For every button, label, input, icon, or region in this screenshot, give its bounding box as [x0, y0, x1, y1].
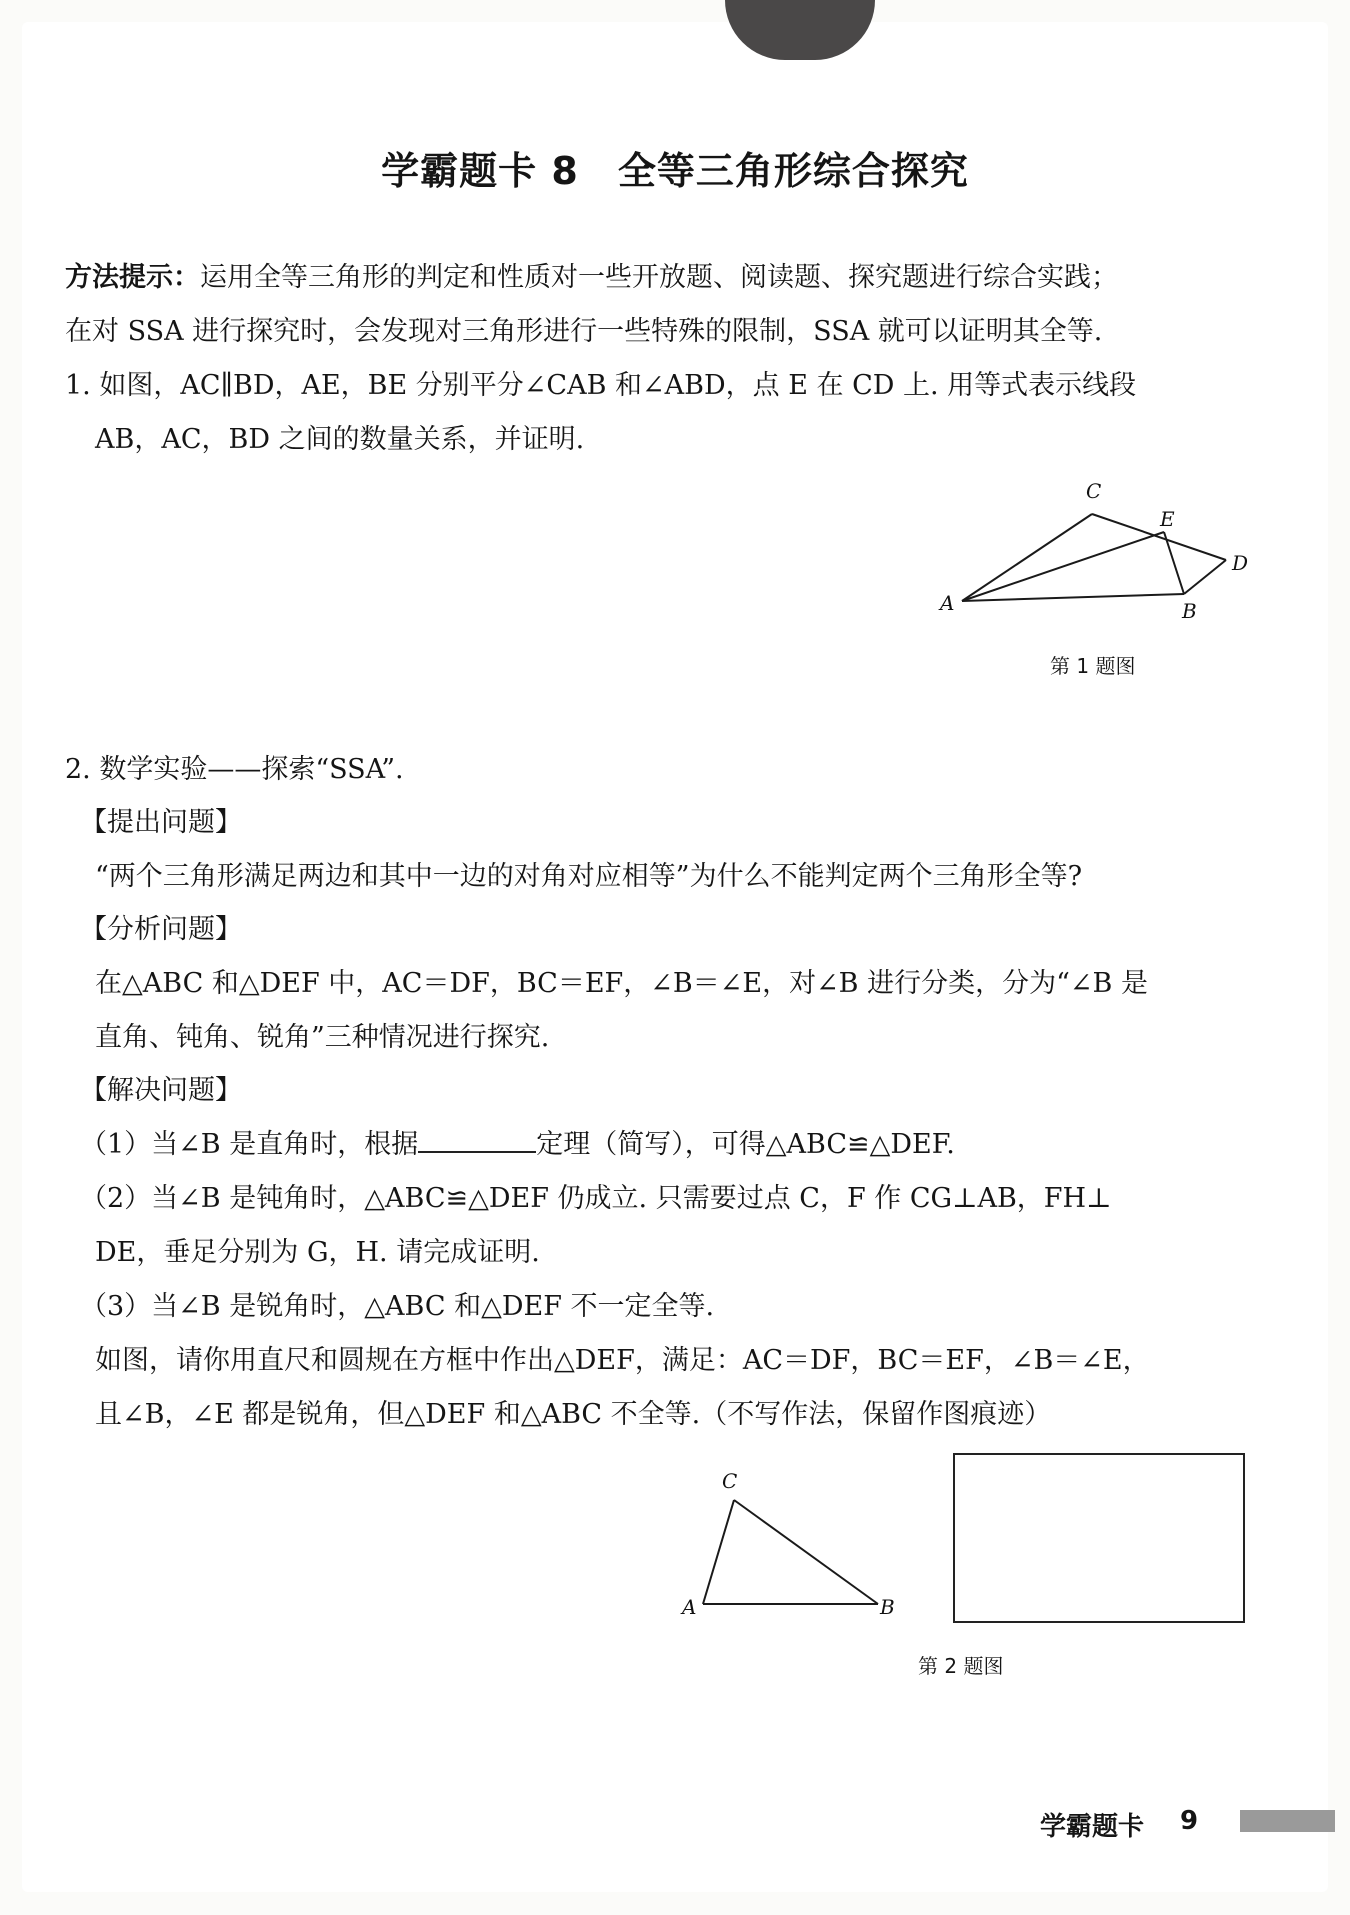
question-2-part-1 — [80, 1125, 955, 1165]
footer-label: 学霸题卡 — [1040, 1812, 1145, 1842]
point-label-a: A — [940, 591, 955, 615]
answer-blank[interactable] — [418, 1127, 536, 1153]
point-label-c: C — [1086, 479, 1102, 503]
point-label-e: E — [1160, 507, 1175, 531]
question-2-part-3-line-3: 且∠B，∠E 都是锐角，但△DEF 和△ABC 不全等.（不写作法，保留作图痕迹） — [95, 1399, 1052, 1430]
section-heading-solve-question: 【解决问题】 — [80, 1075, 242, 1106]
question-2-analyze-text-2: 直角、钝角、锐角”三种情况进行探究. — [95, 1022, 550, 1053]
question-1-caption: 第 1 题图 — [1050, 654, 1136, 678]
question-2-caption: 第 2 题图 — [918, 1654, 1004, 1678]
point-label-b: B — [880, 1595, 895, 1619]
part-1-text-b: 定理（简写），可得△ABC≌△DEF. — [536, 1129, 955, 1160]
section-heading-raise-question: 【提出问题】 — [80, 807, 242, 838]
page-title: 学霸题卡 8 全等三角形综合探究 — [381, 149, 969, 193]
method-hint-line-1 — [65, 258, 1118, 298]
method-hint-label: 方法提示： — [65, 262, 200, 293]
method-hint-line-2: 在对 SSA 进行探究时，会发现对三角形进行一些特殊的限制，SSA 就可以证明其全等. — [65, 316, 1103, 347]
part-1-text-a: （1）当∠B 是直角时，根据 — [80, 1129, 419, 1160]
footer-decor-bar — [1240, 1810, 1335, 1832]
method-hint-text-1: 运用全等三角形的判定和性质对一些开放题、阅读题、探究题进行综合实践； — [200, 262, 1118, 293]
question-2-line-1: 2. 数学实验——探索“SSA”. — [65, 754, 404, 785]
question-2-part-3-line-1: （3）当∠B 是锐角时，△ABC 和△DEF 不一定全等. — [80, 1291, 715, 1322]
point-label-d: D — [1232, 551, 1249, 575]
construction-answer-box[interactable] — [953, 1453, 1245, 1623]
question-2-analyze-text-1: 在△ABC 和△DEF 中，AC＝DF，BC＝EF，∠B＝∠E，对∠B 进行分类，分为“∠B 是 — [95, 968, 1148, 999]
question-2-raise-text: “两个三角形满足两边和其中一边的对角对应相等”为什么不能判定两个三角形全等? — [95, 861, 1083, 892]
question-2-part-2-line-2: DE，垂足分别为 G，H. 请完成证明. — [95, 1237, 540, 1268]
page-number: 9 — [1180, 1806, 1199, 1836]
point-label-a: A — [682, 1595, 697, 1619]
question-1-line-2: AB，AC，BD 之间的数量关系，并证明. — [95, 424, 585, 455]
point-label-c: C — [722, 1469, 738, 1493]
question-2-part-2-line-1: （2）当∠B 是钝角时，△ABC≌△DEF 仍成立. 只需要过点 C，F 作 CG⊥AB，FH⊥ — [80, 1183, 1112, 1214]
question-1-line-1: 1. 如图，AC∥BD，AE，BE 分别平分∠CAB 和∠ABD，点 E 在 CD 上. 用等式表示线段 — [65, 370, 1137, 401]
section-heading-analyze-question: 【分析问题】 — [80, 914, 242, 945]
question-2-part-3-line-2: 如图，请你用直尺和圆规在方框中作出△DEF，满足：AC＝DF，BC＝EF，∠B＝∠E， — [95, 1345, 1150, 1376]
point-label-b: B — [1182, 599, 1197, 623]
